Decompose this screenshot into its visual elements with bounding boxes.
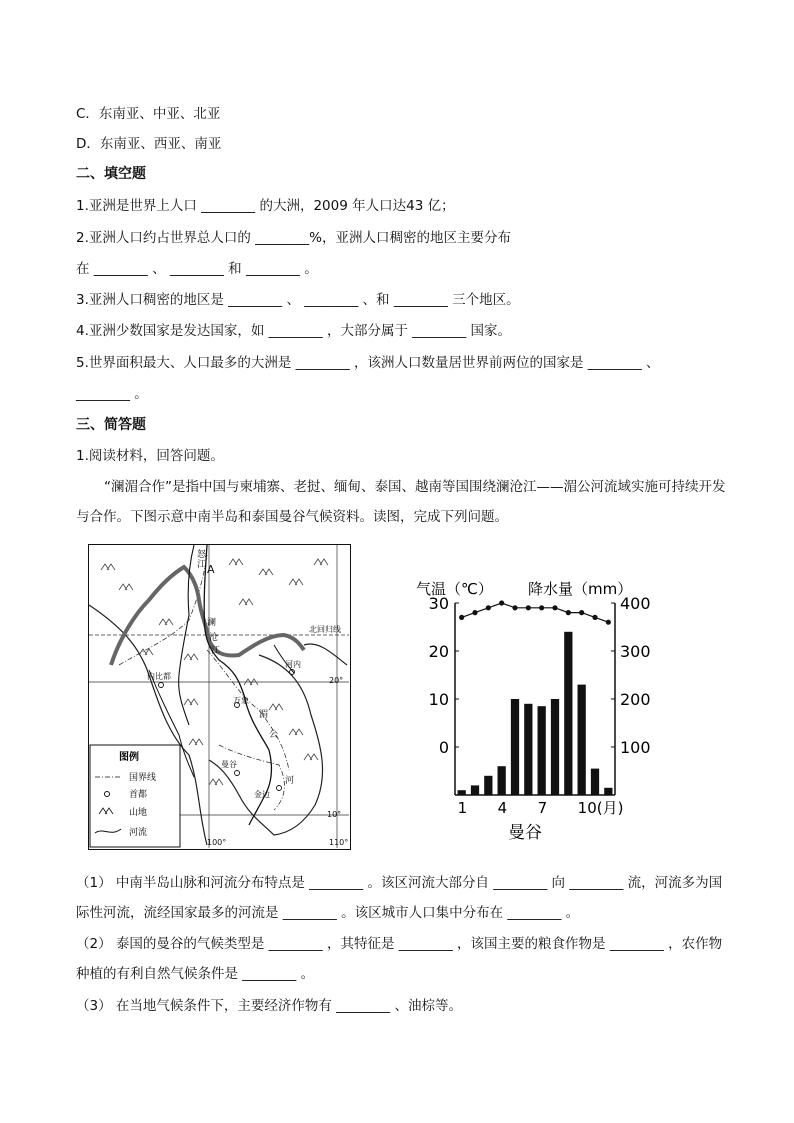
temperature-point — [606, 620, 611, 625]
legend-capital: 首都 — [129, 790, 148, 800]
left-tick-label: 10 — [428, 690, 449, 709]
temperature-point — [486, 605, 491, 610]
map-label-mei: 湄 — [259, 710, 269, 720]
map-label-bangkok: 曼谷 — [221, 760, 237, 769]
precipitation-bar — [604, 788, 612, 795]
left-tick-label: 0 — [438, 738, 449, 757]
mekong-river — [204, 545, 271, 825]
map-legend — [90, 745, 180, 847]
option-c: C．东南亚、中亚、北亚 — [76, 106, 221, 122]
legend-river: 河流 — [129, 828, 148, 838]
precipitation-bar — [578, 685, 586, 795]
precipitation-bar — [511, 699, 519, 795]
bangkok-climate-chart — [410, 570, 651, 850]
x-tick-label: 7 — [537, 799, 548, 817]
right-tick-label: 200 — [620, 690, 651, 709]
temperature-point — [539, 605, 544, 610]
fill-q3: 3.亚洲人口稠密的地区是 ________ 、 ________ 、和 ________ 三个地区。 — [76, 292, 520, 308]
temperature-point — [566, 610, 571, 615]
x-tick-label: 4 — [497, 799, 508, 817]
material-paragraph: “澜湄合作”是指中国与柬埔寨、老挝、缅甸、泰国、越南等国围绕澜沧江——湄公河流域实施可持续开发与合作。下图示意中南半岛和泰国曼谷气候资料。读图，完成下列问题。 — [76, 479, 726, 525]
precipitation-bar — [551, 699, 559, 795]
sub-question-1: （1） 中南半岛山脉和河流分布特点是 ________ 。该区河流大部分自 ________ 向 ________ 流，河流多为国际性河流，流经国家最多的河流是 ________ 。该区城市人口集中分布在 ________ 。 — [76, 875, 723, 921]
precipitation-bar — [591, 769, 599, 795]
legend-border: 国界线 — [129, 773, 157, 783]
precipitation-bar — [564, 632, 572, 795]
section2-heading: 二、填空题 — [76, 166, 146, 182]
map-label-gong: 公 — [269, 730, 279, 740]
fill-q2b: 在 ________ 、 ________ 和 ________ 。 — [76, 261, 318, 277]
map-label-hanoi: 河内 — [285, 660, 301, 669]
precipitation-bar — [524, 704, 532, 795]
fill-q5b: ________ 。 — [76, 386, 148, 402]
map-figure — [89, 545, 349, 848]
climate-chart-svg — [410, 570, 651, 850]
section3-heading: 三、简答题 — [76, 417, 146, 433]
map-label-point-a: A — [207, 563, 215, 576]
fill-q5a: 5.世界面积最大、人口最多的大洲是 ________ ，该洲人口数量居世界前两位的国家是 ________ 、 — [76, 355, 660, 371]
sub-question-2: （2） 泰国的曼谷的气候类型是 ________ ，其特征是 ________ ，该国主要的粮食作物是 ________ ，农作物种植的有利自然气候条件是 ________ 。 — [76, 936, 723, 982]
map-label-lon110: 110° — [329, 838, 349, 847]
precipitation-bar — [538, 706, 546, 795]
legend-mountain: 山地 — [129, 808, 148, 818]
x-tick-label: 10(月) — [577, 799, 624, 817]
chart-title: 曼谷 — [508, 823, 542, 843]
border-myanmar — [119, 555, 207, 665]
fill-q4: 4.亚洲少数国家是发达国家，如 ________ ，大部分属于 ________ 国家。 — [76, 323, 512, 339]
temperature-point — [526, 605, 531, 610]
map-label-lan: 澜 — [207, 618, 217, 628]
x-tick-label: 1 — [457, 799, 468, 817]
map-label-river-top2: 江 — [197, 560, 207, 570]
map-label-tropic: 北回归线 — [309, 625, 341, 634]
precipitation-bar — [484, 776, 492, 795]
temperature-point — [512, 605, 517, 610]
left-tick-label: 30 — [428, 594, 449, 613]
precipitation-bar — [471, 785, 479, 795]
fill-q1: 1.亚洲是世界上人口 ________ 的大洲，2009 年人口达43 亿； — [76, 198, 455, 214]
map-label-phnompenh: 金边 — [254, 790, 270, 799]
map-label-he: 河 — [285, 776, 295, 786]
precipitation-bar — [458, 790, 466, 795]
legend-title: 图例 — [119, 752, 139, 763]
map-label-jiang: 江 — [211, 646, 221, 656]
temperature-point — [499, 600, 504, 605]
right-tick-label: 400 — [620, 594, 651, 613]
map-label-lon100: 100° — [207, 838, 227, 847]
map-label-cang: 沧 — [209, 633, 219, 643]
left-tick-label: 20 — [428, 642, 449, 661]
left-axis-label: 气温（℃） — [416, 580, 493, 598]
precipitation-bar — [498, 766, 506, 795]
right-tick-label: 100 — [620, 738, 651, 757]
temperature-point — [592, 615, 597, 620]
border-cambodia — [219, 745, 284, 810]
temperature-point — [459, 615, 464, 620]
map-label-lat20: 20° — [329, 676, 344, 685]
map-label-vientiane: 万象 — [233, 696, 249, 705]
right-axis-label: 降水量（mm） — [528, 580, 633, 598]
temperature-point — [579, 610, 584, 615]
option-d: D．东南亚、西亚、南亚 — [76, 136, 222, 152]
indochina-map — [88, 544, 351, 850]
sub-question-3: （3） 在当地气候条件下，主要经济作物有 ________ 、油棕等。 — [76, 998, 462, 1014]
temperature-point — [552, 605, 557, 610]
temperature-line — [462, 603, 609, 622]
fill-q2a: 2.亚洲人口约占世界总人口的 ________%，亚洲人口稠密的地区主要分布 — [76, 230, 511, 246]
short-q1: 1.阅读材料，回答问题。 — [76, 448, 224, 464]
map-label-river-top1: 怒 — [197, 550, 207, 560]
right-tick-label: 300 — [620, 642, 651, 661]
coastline-north — [304, 644, 347, 665]
map-label-lat10: 10° — [327, 810, 342, 819]
map-label-naypyidaw: 内比都 — [147, 672, 171, 681]
temperature-point — [472, 610, 477, 615]
